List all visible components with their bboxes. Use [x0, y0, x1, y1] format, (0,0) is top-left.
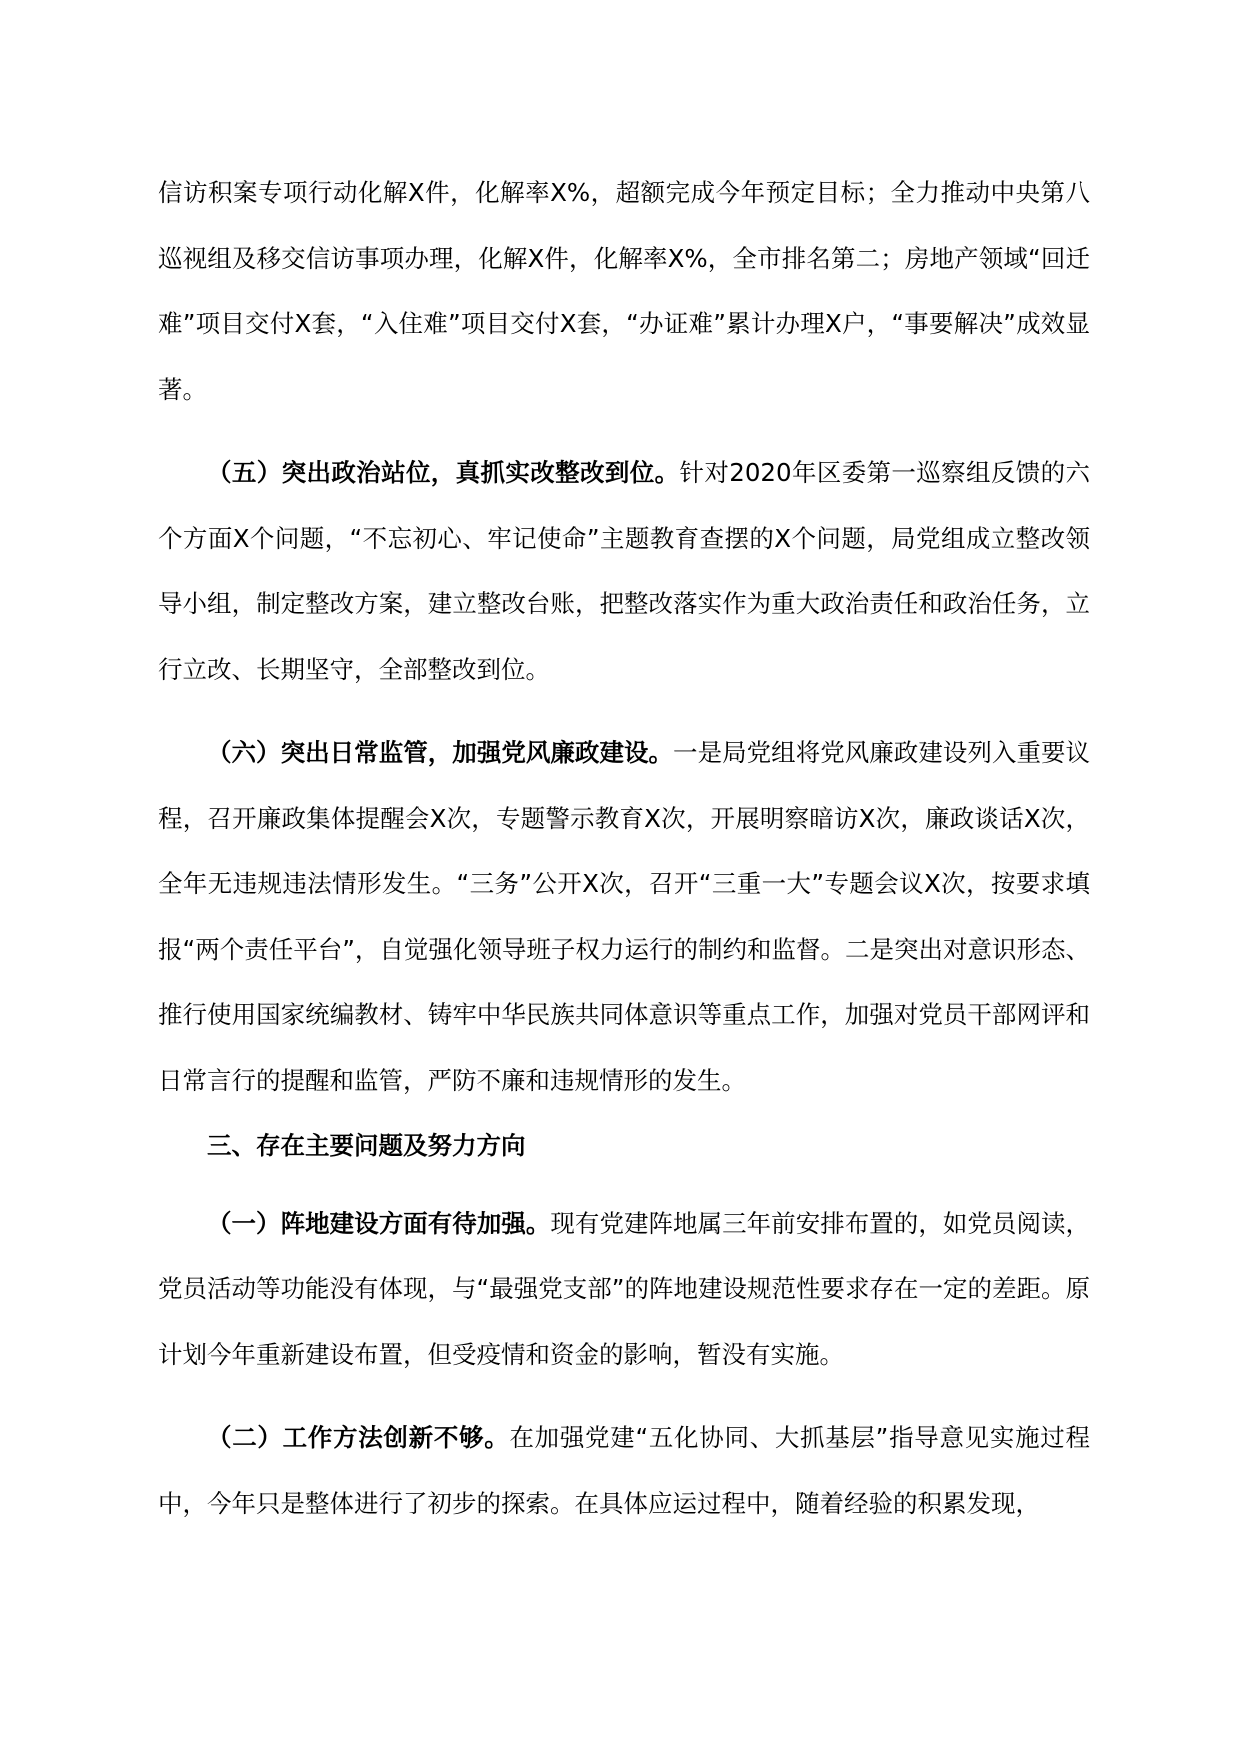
paragraph-work-method [158, 1405, 1090, 1536]
paragraph-heading: （一）阵地建设方面有待加强。 [207, 1208, 551, 1238]
paragraph-text: 一是局党组将党风廉政建设列入重要议程，召开廉政集体提醒会X次，专题警示教育X次，开展明察暗访X次，廉政谈话X次，全年无违规违法情形发生。“三务”公开X次，召开“三重一大”专题会议X次，按要求填报“两个责任平台”，自觉强化领导班子权力运行的制约和监督。二是突出对意识形态、推行使用国家统编教材、铸牢中华民族共同体意识等重点工作，加强对党员干部网评和日常言行的提醒和监管，严防不廉和违规情形的发生。 [158, 738, 1091, 1095]
paragraph-text: 现有党建阵地属三年前安排布置的，如党员阅读，党员活动等功能没有体现，与“最强党支部”的阵地建设规范性要求存在一定的差距。原计划今年重新建设布置，但受疫情和资金的影响，暂没有实施。 [158, 1208, 1091, 1369]
paragraph-heading: （二）工作方法创新不够。 [207, 1423, 510, 1452]
section-heading-problems: 三、存在主要问题及努力方向 [207, 1131, 526, 1160]
paragraph-rectification [158, 440, 1090, 702]
paragraph-petition-results [158, 160, 1090, 422]
paragraph-supervision [158, 720, 1090, 1113]
paragraph-text: 针对2020年区委第一巡察组反馈的六个方面X个问题，“不忘初心、牢记使命”主题教育查摆的X个问题，局党组成立整改领导小组，制定整改方案，建立整改台账，把整改落实作为重大政治责任和政治任务，立行立改、长期坚守，全部整改到位。 [158, 458, 1090, 684]
paragraph-text: 在加强党建“五化协同、大抓基层”指导意见实施过程中，今年只是整体进行了初步的探索。在具体应运过程中，随着经验的积累发现， [158, 1423, 1090, 1518]
paragraph-heading: （五）突出政治站位，真抓实改整改到位。 [207, 458, 680, 487]
paragraph-position-building [158, 1191, 1090, 1388]
paragraph-text: 信访积案专项行动化解X件，化解率X%，超额完成今年预定目标；全力推动中央第八巡视组及移交信访事项办理，化解X件，化解率X%，全市排名第二；房地产领域“回迁难”项目交付X套，“入住难”项目交付X套，“办证难”累计办理X户，“事要解决”成效显著。 [158, 178, 1090, 404]
document-body [158, 160, 1090, 1536]
paragraph-heading: （六）突出日常监管，加强党风廉政建设。 [207, 738, 674, 767]
